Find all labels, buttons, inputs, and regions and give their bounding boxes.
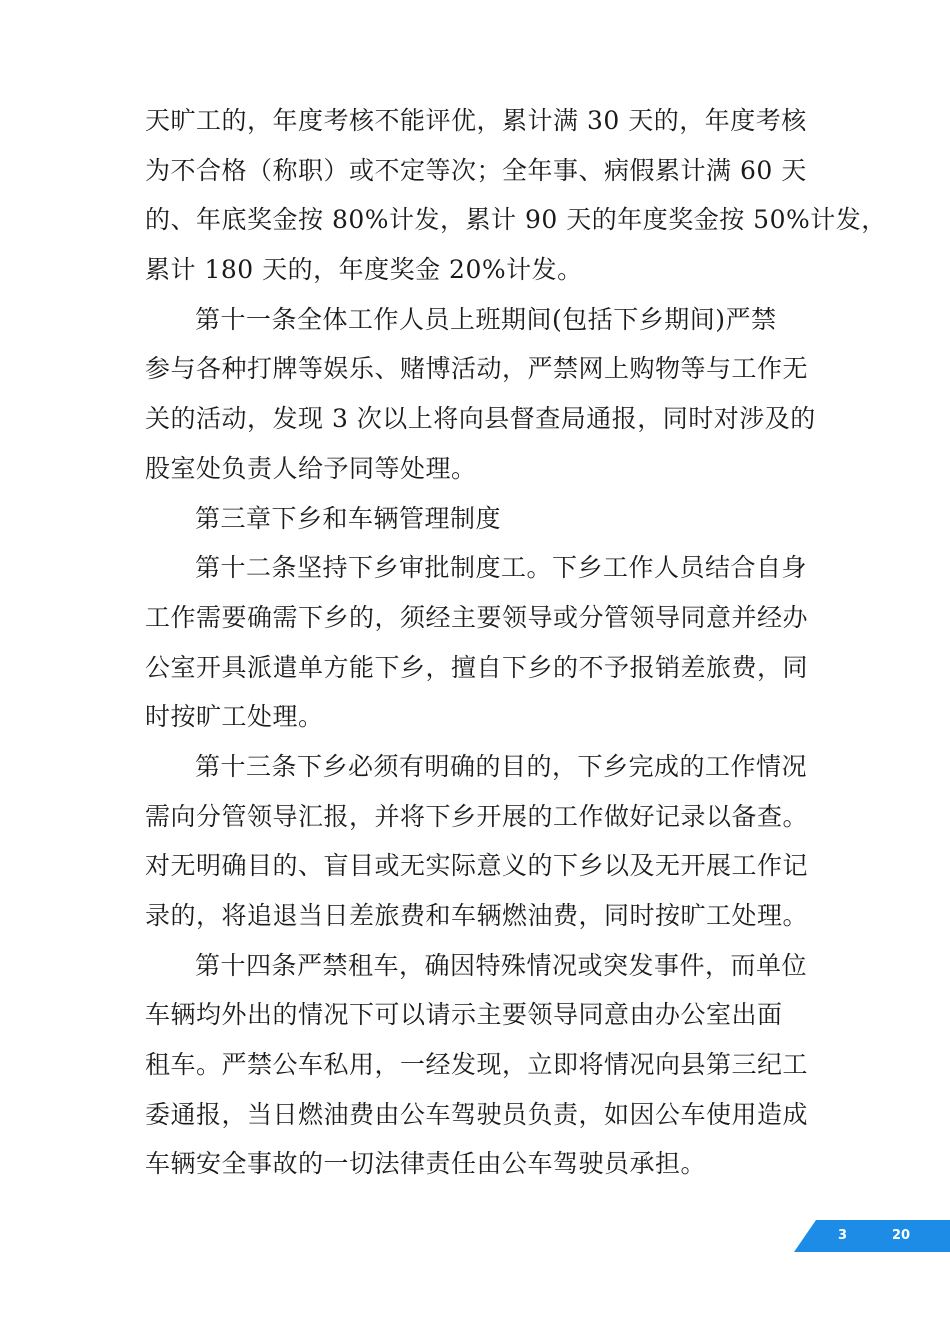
document-body <box>145 96 887 1189</box>
text-line: 委通报，当日燃油费由公车驾驶员负责，如因公车使用造成 <box>145 1099 809 1129</box>
text-line: 关的活动，发现 3 次以上将向县督查局通报，同时对涉及的 <box>145 404 816 434</box>
page-number: 3 <box>838 1228 848 1243</box>
text-line: 为不合格（称职）或不定等次；全年事、病假累计满 60 天 <box>145 155 807 185</box>
footer-badge-shape <box>794 1220 950 1252</box>
text-line: 参与各种打牌等娱乐、赌博活动，严禁网上购物等与工作无 <box>145 354 809 384</box>
text-line: 录的，将追退当日差旅费和车辆燃油费，同时按旷工处理。 <box>145 901 809 930</box>
paragraph-first-line: 第十一条全体工作人员上班期间(包括下乡期间)严禁 <box>195 304 777 334</box>
text-line: 需向分管领导汇报，并将下乡开展的工作做好记录以备查。 <box>145 801 809 831</box>
text-line: 公室开具派遣单方能下乡，擅自下乡的不予报销差旅费，同 <box>145 652 809 682</box>
paragraph-first-line: 第三章下乡和车辆管理制度 <box>195 503 502 533</box>
paragraph-first-line: 第十二条坚持下乡审批制度工。下乡工作人员结合自身 <box>195 553 808 583</box>
total-pages: 20 <box>892 1228 911 1243</box>
text-line: 股室处负责人给予同等处理。 <box>145 453 477 483</box>
paragraph-first-line: 第十四条严禁租车，确因特殊情况或突发事件，而单位 <box>195 950 808 980</box>
text-line: 的、年底奖金按 80%计发，累计 90 天的年度奖金按 50%计发， <box>145 205 887 235</box>
page-footer-badge <box>794 1220 950 1252</box>
text-line: 累计 180 天的，年度奖金 20%计发。 <box>145 255 583 285</box>
text-line: 租车。严禁公车私用，一经发现，立即将情况向县第三纪工 <box>145 1050 809 1080</box>
text-line: 天旷工的，年度考核不能评优，累计满 30 天的，年度考核 <box>145 106 807 135</box>
text-line: 工作需要确需下乡的，须经主要领导或分管领导同意并经办 <box>145 602 809 632</box>
text-line: 车辆安全事故的一切法律责任由公车驾驶员承担。 <box>145 1149 707 1179</box>
text-line: 车辆均外出的情况下可以请示主要领导同意由办公室出面 <box>145 1000 783 1030</box>
paragraph-first-line: 第十三条下乡必须有明确的目的，下乡完成的工作情况 <box>195 751 808 781</box>
text-line: 对无明确目的、盲目或无实际意义的下乡以及无开展工作记 <box>145 851 809 881</box>
text-line: 时按旷工处理。 <box>145 702 324 732</box>
